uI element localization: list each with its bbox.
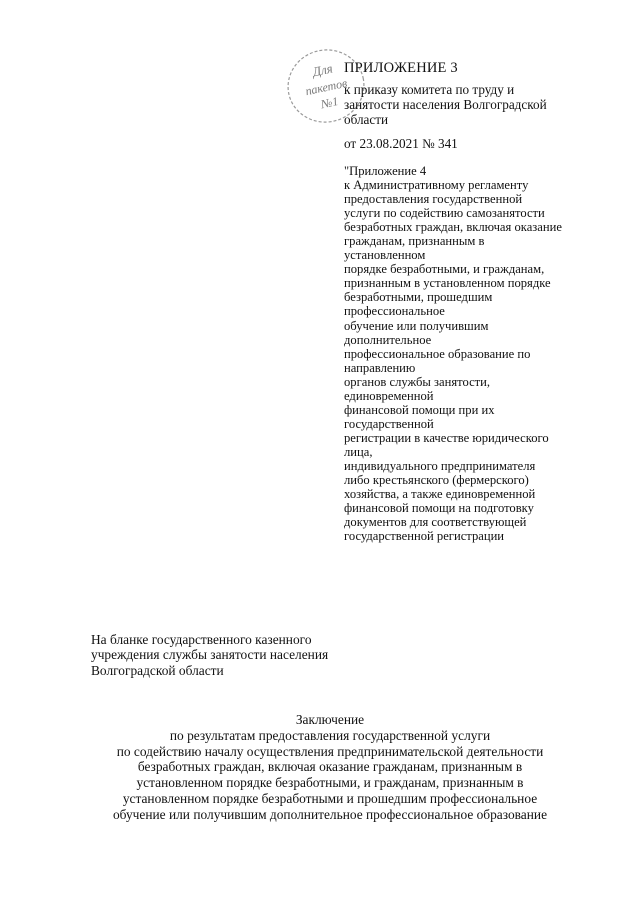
appendix-line: единовременной (344, 388, 434, 403)
appendix-line: предоставления государственной (344, 192, 523, 207)
blank-note-line: Волгоградской области (91, 662, 224, 678)
appendix-line: направлению (344, 360, 416, 375)
appendix-line: профессиональное образование по (344, 346, 531, 361)
appendix-line: документов для соответствующей (344, 515, 527, 530)
order-reference (344, 83, 604, 127)
appendix-line: гражданам, признанным в (344, 234, 485, 249)
appendix-line: финансовой помощи на подготовку (344, 501, 534, 516)
appendix-line: "Приложение 4 (344, 164, 427, 178)
appendix-line: индивидуального предпринимателя (344, 458, 536, 473)
appendix-line: государственной регистрации (344, 529, 505, 544)
appendix-line: органов службы занятости, (344, 374, 491, 389)
conclusion-line: по содействию началу осуществления предпринимательской деятельности (116, 743, 544, 759)
appendix-line: к Административному регламенту (344, 178, 529, 193)
conclusion-line: установленном порядке безработными и прошедшим профессиональное (122, 790, 538, 806)
stamp-line-3: №1 (319, 93, 340, 112)
blank-note-line: На бланке государственного казенного (91, 632, 312, 647)
appendix-title: ПРИЛОЖЕНИЕ 3 (344, 60, 458, 76)
appendix-line: либо крестьянского (фермерского) (344, 473, 529, 488)
blank-note-line: учреждения службы занятости населения (91, 647, 329, 663)
order-reference-line: занятости населения Волгоградской (344, 96, 547, 112)
appendix-line: государственной (344, 416, 434, 431)
order-reference-line: области (344, 111, 389, 127)
appendix-line: признанным в установленном порядке (344, 276, 551, 291)
appendix-line: установленном (344, 248, 426, 263)
appendix-line: регистрации в качестве юридического (344, 430, 549, 445)
stamp-line-2: пакетов (304, 75, 349, 99)
blank-note (91, 632, 391, 678)
order-date: от 23.08.2021 № 341 (344, 136, 458, 151)
stamp-line-1: Для (311, 60, 334, 80)
conclusion-line: обучение или получившим дополнительное профессиональное образование (112, 806, 548, 822)
appendix-line: лица, (344, 444, 373, 459)
appendix-line: порядке безработными, и гражданам, (344, 262, 545, 277)
appendix-line: услуги по содействию самозанятости (344, 206, 545, 221)
order-reference-line: к приказу комитета по труду и (344, 82, 515, 97)
conclusion-heading (60, 712, 600, 823)
appendix-reference-block (344, 164, 604, 543)
appendix-line: финансовой помощи при их (344, 402, 495, 417)
appendix-line: дополнительное (344, 332, 432, 347)
conclusion-line: по результатам предоставления государственной услуги (169, 727, 491, 743)
conclusion-line: безработных граждан, включая оказание гражданам, признанным в (137, 759, 523, 775)
appendix-line: обучение или получившим (344, 318, 489, 333)
appendix-line: профессиональное (344, 304, 445, 319)
appendix-line: хозяйства, а также единовременной (344, 487, 536, 502)
appendix-line: безработных граждан, включая оказание (344, 220, 562, 235)
conclusion-line: Заключение (295, 712, 365, 727)
conclusion-line: установленном порядке безработными, и гражданам, признанным в (136, 775, 524, 791)
appendix-line: безработными, прошедшим (344, 290, 493, 305)
